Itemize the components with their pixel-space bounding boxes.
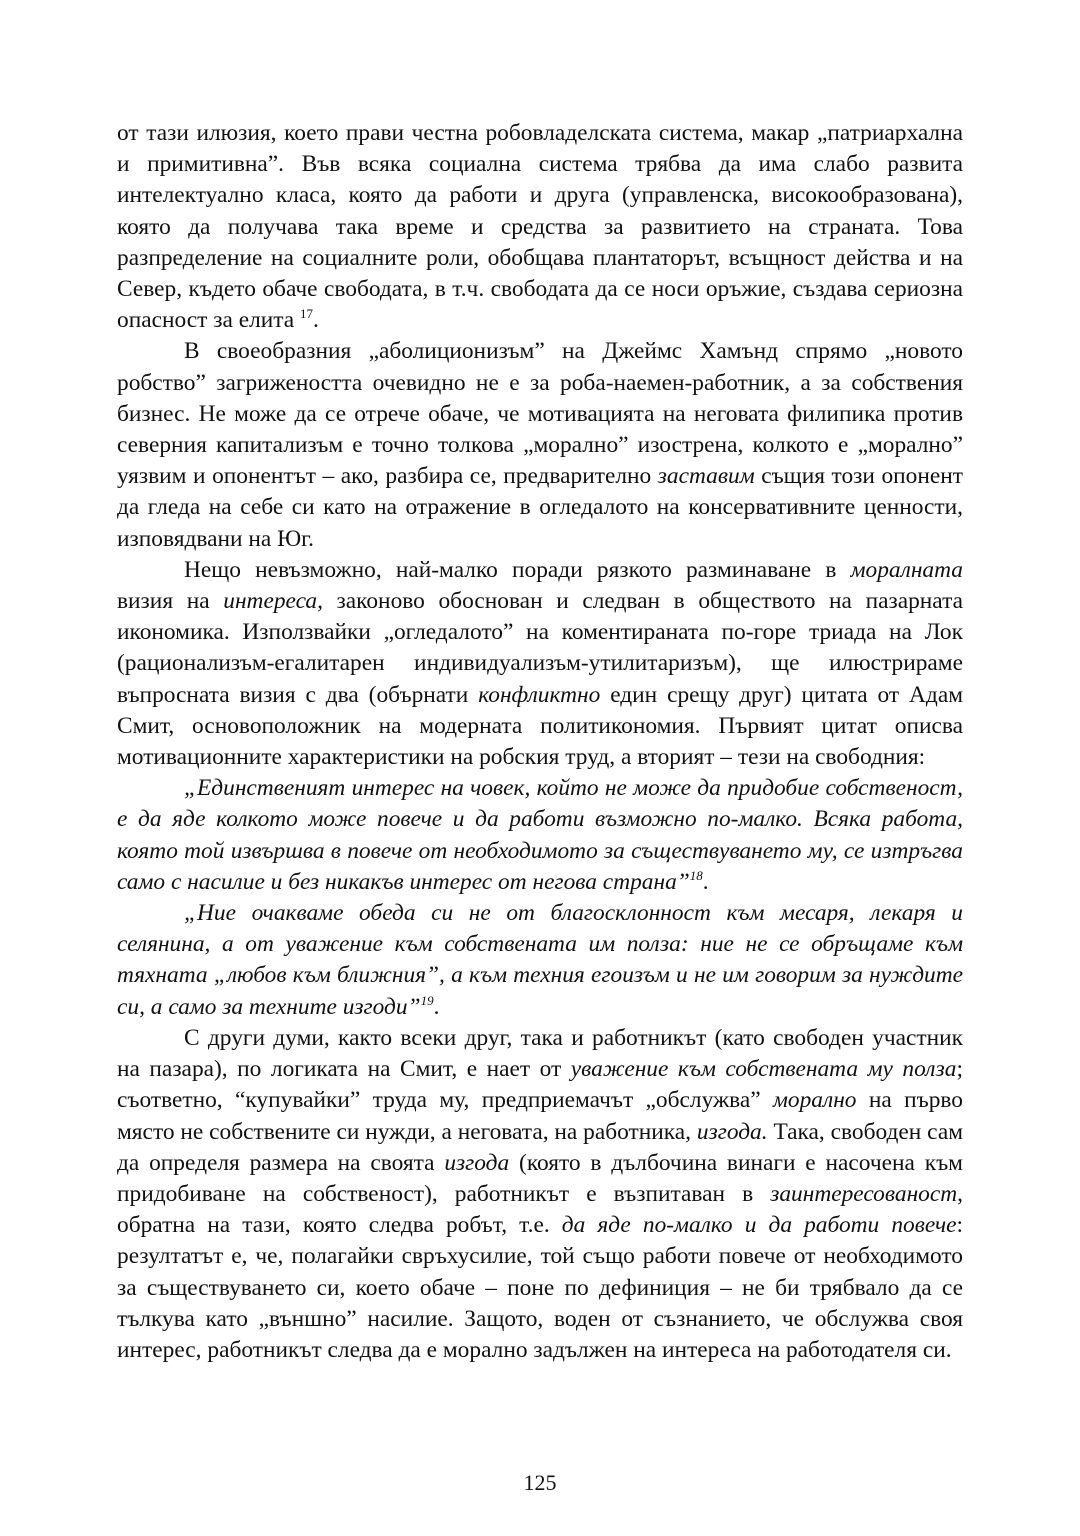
text-run: от тази илюзия, което прави честна робовладелската система, макар „патриархална и примитивна”. Във всяка социална система трябва да има слабо развита интелектуално класа, която да работи и друга (управленска, високообразована), която да получава така време и средства за развитието на страната. Това разпределение на социалните роли, обобщава плантаторът, всъщност действа и на Север, където обаче свободата, в т.ч. свободата да се носи оръжие, създава сериозна опасност за елита [117,120,963,334]
text-run: , изгода. [685,1118,768,1145]
text-run: . [702,868,709,895]
paragraph [117,118,963,336]
text-run: „Ние очакваме обеда си не от благосклонност към месаря, лекаря и селянина, а от уважение към собствената им полза: ние не се обръщаме към тяхната „любов към ближния”, а към техния егоизъм и не им говорим за нуждите си, а само за техните изгоди” [117,900,963,1020]
text-run: . [433,993,440,1020]
text-run: изгода [444,1149,510,1176]
text-run: законово обоснован и следван в обществото на пазарната икономика. Използвайки „огледалото” на коментираната по-горе триада на Лок (рационализъм-егалитарен индивидуализъм-утилитаризъм), ще илюстрираме въпросната визия с два (обърнати [117,588,963,708]
text-run: същия този опонент да гледа на себе си като на отражение в огледалото на консервативните ценности, изповядвани на Юг. [117,463,963,552]
text-run: „Единственият интерес на човек, който не може да придобие собственост, е да яде колкото може повече и да работи възможно по-малко. Всяка работа, която той извършва в повече от необходимото за съществуването му, се изтръгва само с насилие и без никакъв интерес от негова страна” [117,775,963,895]
text-run: на първо място не собствените си нужди, а неговата, на работника [117,1087,964,1145]
paragraph [117,773,963,898]
text-run: един срещу друг) цитата от Адам Смит, основоположник на модерната политикономия. Първият цитат описва мотивационните характеристики на робския труд, а вторият – тези на свободния: [117,681,963,771]
paragraph [117,1023,963,1366]
text-run: Нещо невъзможно, най-малко поради рязкото разминаване в [184,556,851,583]
text-run: В своеобразния „аболиционизъм” на Джеймс Хамънд спрямо „новото робство” загрижеността очевидно не е за роба-наемен-работник, а за собствения бизнес. Не може да се отрече обаче, че мотивацията на неговата филипика против северния капитализъм е точно толкова „морално” изострена, колкото е „морално” уязвим и опонентът – ако, разбира се, предварително [117,338,963,490]
footnote-ref: 19 [420,992,434,1008]
text-run: интереса, [223,588,323,615]
text-run: С други думи, както всеки друг, така и работникът (като свободен участник на пазара), по логиката на Смит, е нает от [117,1024,963,1083]
text-run: (която в дълбочина винаги е насочена към придобиване на собственост), работникът е възпитаван в [117,1149,963,1207]
footnote-ref: 17 [300,306,314,322]
text-run: заставим [657,463,755,490]
text-run: ; съответно, “купувайки” труда му, предприемачът „обслужва” [117,1056,964,1114]
text-run: заинтересованост [770,1180,958,1207]
text-run: визия на [117,588,224,615]
page-number: 125 [523,1470,557,1495]
footnote-ref: 18 [689,867,703,883]
text-run: конфликтно [478,681,601,708]
text-run: да яде по-малко и да работи повече [561,1212,957,1239]
text-run: , обратна на тази, която следва робът, т.е. [117,1180,963,1239]
paragraph [117,898,963,1023]
paragraph [117,336,963,554]
text-run: морално [772,1087,857,1114]
text-run: моралната [850,556,963,583]
text-run: . [313,307,319,334]
text-run: уважение към собствената му полза [570,1056,957,1083]
text-run: Така, свободен сам да определя размера на своята [117,1118,964,1176]
text-run: : резултатът е, че, полагайки свръхусилие, той също работи повече от необходимото за съществуването си, което обаче – поне по дефиниция – не би трябвало да се тълкува като „външно” насилие. Защото, воден от съзнанието, че обслужва своя интерес, работникът следва да е морално задължен на интереса на работодателя си. [117,1212,963,1363]
page-body [117,118,963,1366]
paragraph [117,555,963,773]
